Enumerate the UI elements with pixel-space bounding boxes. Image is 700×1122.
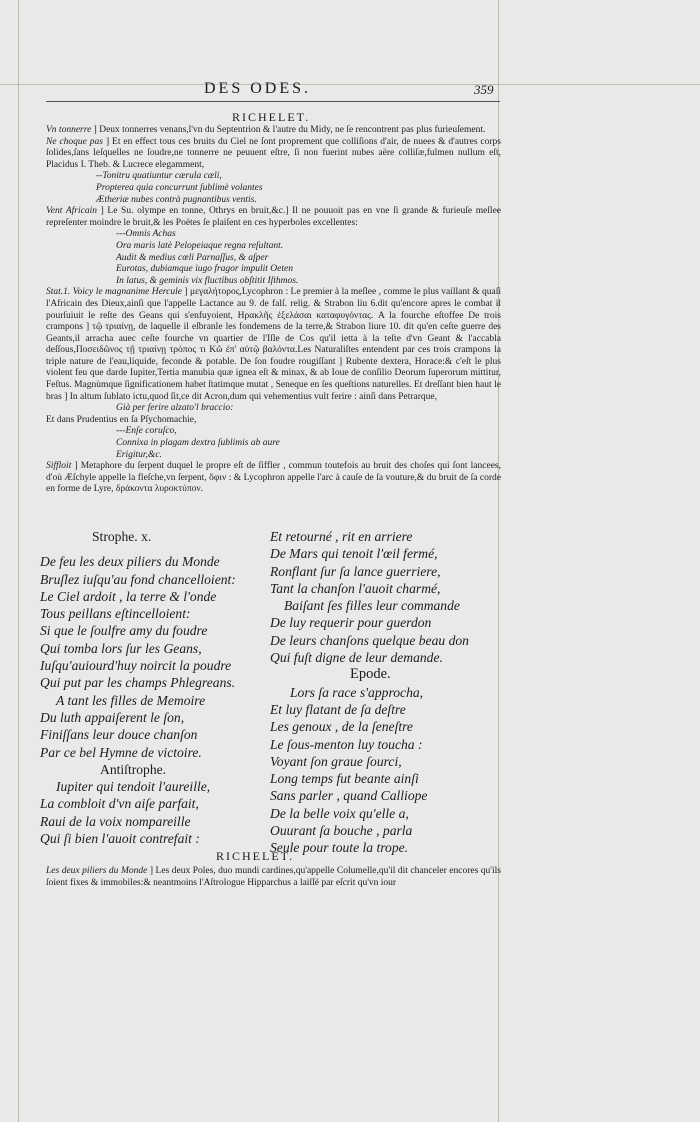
verse-line: Iupiter qui tendoit l'aureille, <box>56 779 211 795</box>
verse-line: Qui fuſt digne de leur demande. <box>270 650 443 666</box>
page-number: 359 <box>474 82 494 97</box>
verse-line: De la belle voix qu'elle a, <box>270 805 409 821</box>
commentary-text: ] μεγαλήτορος,Lycophron : Le premier à la meſlee , comme le plus vaillant & quaſi l'Africain des Dieux,ainſi que l'appelle Lactance au 9. de falſ. relig. & Strabon liu 6.dit qu'encore apres le combat il pourſuiuit le reſte des Geans qui s'enfuyoient, Ηρακλῆς ἐξελάσαι καταφυγόντας. A la fourche eſtoffee De trois crampons ] τῷ τριαίνῃ, de laquelle il eſbranle les fondemens de la terre,& Strabon liure 10. dit qu'en ceſte guerre des Geants,il arracha auec ceſte fourche vn quartier de l'Iſle de Cos qu'il ietta à la teſte d'vn Geant & l'accabla deſſous,Ποσειδῶνος τῇ τριαίνῃ τρόπος τι Κῶ ἐπ' αὐτῷ βαλόντα.Les Naturaliſtes entendent par ces trois crampons la triple nature de l'eau,liquide, feconde & potable. De ſon foudre rougiſſant ] Rubente dextera, Horace:& c'eſt le plus violent feu que darde Iupiter,Tertia manubia quæ ignea eſt & minax, & ab Ioue de conſilio Deorum ſuperorum mittitur, Feſtus. Magnùmque ſignificationem habet ſtatimque mutat , Seneque en ſes queſtions naturelles. Et dreſſant bien haut le bras ] In altum ſublato ictu,quod ſit,ce dit Acron,dum qui vehementius vult ferire : ainſi dans Petrarque, <box>46 287 501 402</box>
lemma: Ne choque pas <box>46 136 104 147</box>
verse-line: De luy requerir pour guerdon <box>270 615 432 631</box>
verse-line: Le ſous-menton luy toucha : <box>270 736 423 752</box>
verse-line: La combloit d'vn aiſe parfait, <box>40 796 199 812</box>
commentary-text: ] Les deux Poles, duo mundi cardines,qu'appelle Columelle,qu'il dit chanceler encores qu'ils ſoient fixes & immobiles:& neantmoins l'Aſtrologue Hipparchus a laiſſé par eſcrit qu'vn iour <box>46 866 501 888</box>
verse-line: De leurs chanſons quelque beau don <box>270 632 469 648</box>
verse-line: Qui put par les champs Phlegreans. <box>40 675 236 691</box>
commentary-text: ] Deux tonnerres venans,l'vn du Septentrion & l'autre du Midy, ne ſe rencontrent pas plus furieuſement. <box>93 125 486 135</box>
verse-line: Finiſſans leur douce chanſon <box>40 727 198 743</box>
verse-line: De Mars qui tenoit l'œil fermé, <box>270 546 438 562</box>
commentary-text: ] Le Su. olympe en tonne, Othrys en bruit,&c.] Il ne pouuoit pas en vne ſi grande & furieuſe meſlee repreſenter moindre le bruit,& les Poëtes ſe plaiſent en ces hyperboles excellentes: <box>46 206 502 228</box>
latin-quote: ---Enſe coruſco, Connixa in plagam dextra ſublimis ab aure Erigitur,&c. <box>116 426 280 460</box>
poem-left-column <box>40 528 260 847</box>
commentary-entry <box>46 206 501 229</box>
verse-line: Baiſant ſes filles leur commande <box>284 598 460 614</box>
commentary-entry <box>46 137 501 172</box>
verse-line: Qui tomba lors ſur les Geans, <box>40 640 202 656</box>
scan-margin-line <box>0 84 700 85</box>
verse-line: A tant les filles de Memoire <box>56 692 206 708</box>
epode-heading: Epode. <box>350 666 391 683</box>
verse-line: Par ce bel Hymne de victoire. <box>40 744 202 760</box>
latin-quote: ---Omnis Achas Ora maris latè Pelopeiaque regna reſultant. Audit & medius cœli Parnaſſus, & aſper Eurotas, dubiamque iugo fragor impulit Oeten In latus, & geminis vix fluctibus obſtitit Iſthmos. <box>116 229 299 286</box>
commentary-block <box>46 125 501 496</box>
lemma: Siffloit <box>46 461 72 472</box>
verse-line: Du luth appaiſerent le ſon, <box>40 709 185 725</box>
verse-line: De feu les deux piliers du Monde <box>40 554 220 570</box>
italian-quote: Già per ferire alzato'l braccio: <box>116 403 234 414</box>
verse-line: Qui ſi bien l'auoit contrefait : <box>40 831 200 847</box>
commentary-entry <box>46 461 501 496</box>
commentary-heading: RICHELET. <box>232 110 311 124</box>
commentary-entry <box>46 287 501 403</box>
antistrophe-heading: Antiſtrophe. <box>100 761 167 777</box>
scan-margin-line <box>18 0 19 1122</box>
commentary-heading: RICHELET. <box>216 849 295 863</box>
verse-line: Tous peillans eſtincelloient: <box>40 606 191 622</box>
verse-line: Les genoux , de la ſeneſtre <box>270 719 413 735</box>
latin-quote: --Tonitru quatiuntur cærula cæli, Propterea quia concurrunt ſublimè volantes Ætheriæ nubes contrà pugnantibus ventis. <box>96 171 263 205</box>
verse-line: Et retourné , rit en arriere <box>270 529 413 544</box>
running-title: DES ODES. <box>204 80 312 97</box>
commentary-text: ] Metaphore du ſerpent duquel le propre eſt de ſiffler , commun toutefois au bruit des choſes qui ſont lancees, d'où Æſchyle appelle la fleſche,vn ſerpent, ὄφιν : & Lycophron appelle l'arc à cauſe de ſa vouture,& du bruit de ſa corde en forme de Lyre, δράκοντα λυροκτύπον. <box>46 461 501 495</box>
commentary-entry <box>46 125 501 137</box>
lemma: Stat.1. Voicy le magnanime Hercule <box>46 287 182 298</box>
verse-line: Long temps fut beante ainſi <box>270 771 419 787</box>
strophe-heading: Strophe. x. <box>92 529 152 544</box>
verse-line: Ronflant ſur ſa lance guerriere, <box>270 563 441 579</box>
verse-line: Et luy flatant de ſa deſtre <box>270 701 406 717</box>
commentary-block <box>46 866 501 889</box>
commentary-text: ] Et en effect tous ces bruits du Ciel ne ſont proprement que colliſions d'air, de nuees & d'autres corps ſolides,ſans leſquelles ne ſoudre,ne tonnerre ne peuuent eſtre, ſi non fuerint nubes aëre colliſæ,fulmen nullum eſt, Placidus I. Theb. & Lucrece elegamment, <box>46 136 502 170</box>
verse-line: Raui de la voix nompareille <box>40 813 191 829</box>
verse-line: Le Ciel ardoit , la terre & l'onde <box>40 588 217 604</box>
lemma: Vn tonnerre <box>46 125 92 135</box>
verse-line: Si que le ſoulfre amy du foudre <box>40 623 208 639</box>
lemma: Vent Africain <box>46 206 97 217</box>
header-rule <box>46 101 500 102</box>
verse-line: Iuſqu'auiourd'huy noircit la poudre <box>40 658 232 674</box>
verse-line: Voyant ſon graue ſourci, <box>270 753 402 769</box>
lemma: Les deux piliers du Monde <box>46 866 148 876</box>
verse-line: Bruſlez iuſqu'au fond chancelloient: <box>40 571 236 587</box>
verse-line: Tant la chanſon l'auoit charmé, <box>270 580 441 596</box>
verse-line: Sans parler , quand Calliope <box>270 788 428 804</box>
verse-line: Lors ſa race s'approcha, <box>290 684 424 700</box>
commentary-plain: Et dans Prudentius en ſa Pſychomachie, <box>46 414 197 425</box>
poem-right-column <box>270 528 500 857</box>
commentary-entry <box>46 866 501 889</box>
verse-line: Seule pour toute la trope. <box>270 840 409 856</box>
verse-line: Ouurant ſa bouche , parla <box>270 823 413 839</box>
